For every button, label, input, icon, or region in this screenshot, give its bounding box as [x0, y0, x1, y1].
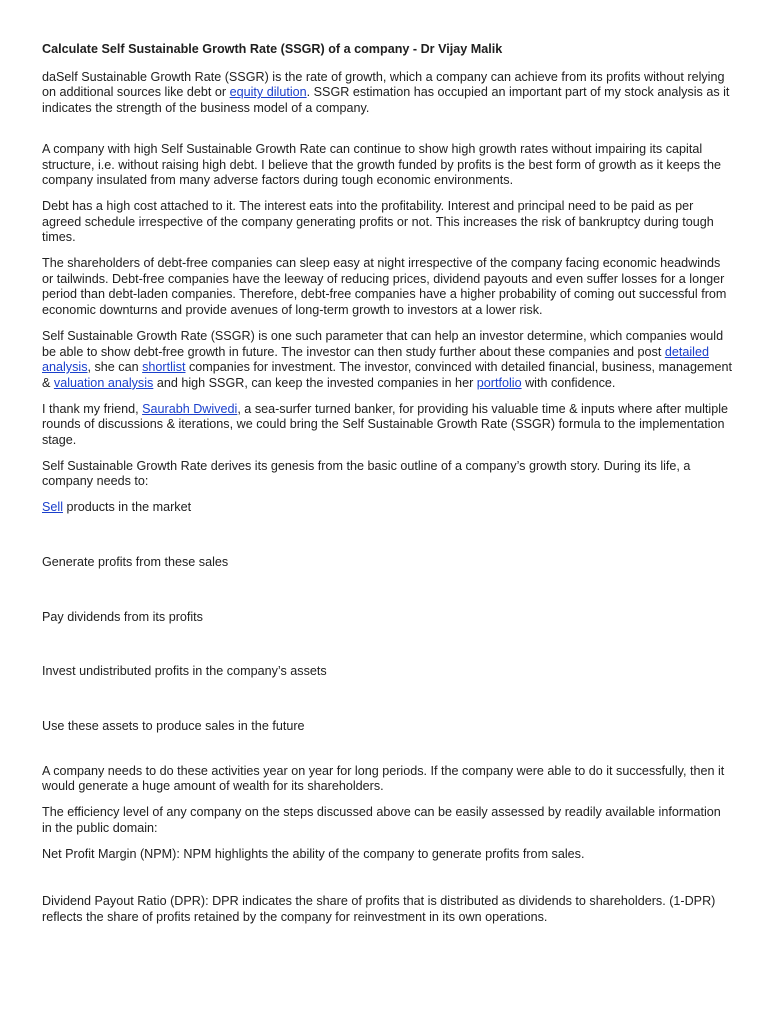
- paragraph-genesis: Self Sustainable Growth Rate derives its genesis from the basic outline of a company’s growth story. During its life, a company needs to:: [42, 458, 691, 489]
- ssgr-text-d: and high SSGR, can keep the invested companies in her: [153, 375, 477, 390]
- ssgr-text-a: Self Sustainable Growth Rate (SSGR) is one such parameter that can help an investor determine, which companies would be able to show debt-free growth in future. The investor can then study further about these companies and post: [42, 328, 724, 359]
- step-invest-profits: Invest undistributed profits in the company’s assets: [42, 664, 327, 679]
- shortlist-link[interactable]: shortlist: [142, 360, 186, 375]
- npm-definition: Net Profit Margin (NPM): NPM highlights the ability of the company to generate profits from sales.: [42, 846, 585, 861]
- intro-paragraph: [42, 70, 732, 117]
- paragraph-debt-free: The shareholders of debt-free companies can sleep easy at night irrespective of the company facing economic headwinds or tailwinds. Debt-free companies have the leeway of reducing prices, dividend payouts and even suffer losses for a longer period than debt-laden companies. Therefore, debt-free companies have a higher probability of coming out successful from economic downturns and provide avenues of long-term growth to investors at a lower risk.: [42, 256, 727, 318]
- saurabh-dwivedi-link[interactable]: Saurabh Dwivedi: [142, 401, 238, 416]
- step-sell-text: products in the market: [63, 500, 192, 515]
- portfolio-link[interactable]: portfolio: [476, 375, 522, 390]
- paragraph-ssgr-parameter: [42, 329, 732, 392]
- article-title: Calculate Self Sustainable Growth Rate (SSGR) of a company - Dr Vijay Malik: [42, 42, 503, 56]
- paragraph-growth: A company with high Self Sustainable Growth Rate can continue to show high growth rates without impairing its capital structure, i.e. without raising high debt. I believe that the growth funded by profits is the best form of growth as it keeps the company insulated from many adverse factors during tough economic environments.: [42, 141, 722, 188]
- thanks-text-b: , a sea-surfer turned banker, for providing his valuable time & inputs where after multiple rounds of discussions & iterations, we could bring the Self Sustainable Growth Rate (SSGR) formula to the implementation stage.: [42, 401, 729, 448]
- ssgr-text-e: with confidence.: [521, 375, 616, 390]
- intro-text-end: . SSGR estimation has occupied an important part of my stock analysis as it indicates the strength of the business model of a company.: [42, 85, 730, 116]
- step-use-assets: Use these assets to produce sales in the future: [42, 718, 305, 733]
- equity-dilution-link[interactable]: equity dilution: [229, 85, 307, 100]
- ssgr-text-c: companies for investment. The investor, convinced with detailed financial, business, management &: [42, 360, 732, 390]
- ssgr-text-b: , she can: [87, 360, 143, 375]
- step-generate-profits: Generate profits from these sales: [42, 554, 229, 569]
- intro-text: daSelf Sustainable Growth Rate (SSGR) is the rate of growth, which a company can achieve from its profits without relying on additional sources like debt or: [42, 69, 725, 100]
- article: [42, 42, 732, 936]
- detailed-analysis-link[interactable]: detailed analysis: [42, 344, 709, 375]
- thanks-text-a: I thank my friend,: [42, 401, 143, 416]
- step-pay-dividends: Pay dividends from its profits: [42, 609, 203, 624]
- sell-link[interactable]: Sell: [42, 500, 63, 515]
- dpr-definition: Dividend Payout Ratio (DPR): DPR indicates the share of profits that is distributed as dividends to shareholders. (1-DPR) reflects the share of profits retained by the company for reinvestment in its own operations.: [42, 894, 716, 924]
- paragraph-efficiency: The efficiency level of any company on the steps discussed above can be easily assessed by readily available information in the public domain:: [42, 805, 721, 835]
- paragraph-thanks: [42, 402, 732, 449]
- paragraph-debt: Debt has a high cost attached to it. The interest eats into the profitability. Interest and principal need to be paid as per agreed schedule irrespective of the company generating profits or not. This increases the risk of bankruptcy during tough times.: [42, 198, 714, 245]
- valuation-analysis-link[interactable]: valuation analysis: [53, 375, 154, 390]
- step-sell: [42, 500, 732, 516]
- paragraph-year-on-year: A company needs to do these activities year on year for long periods. If the company were able to do it successfully, then it would generate a huge amount of wealth for its shareholders.: [42, 763, 725, 794]
